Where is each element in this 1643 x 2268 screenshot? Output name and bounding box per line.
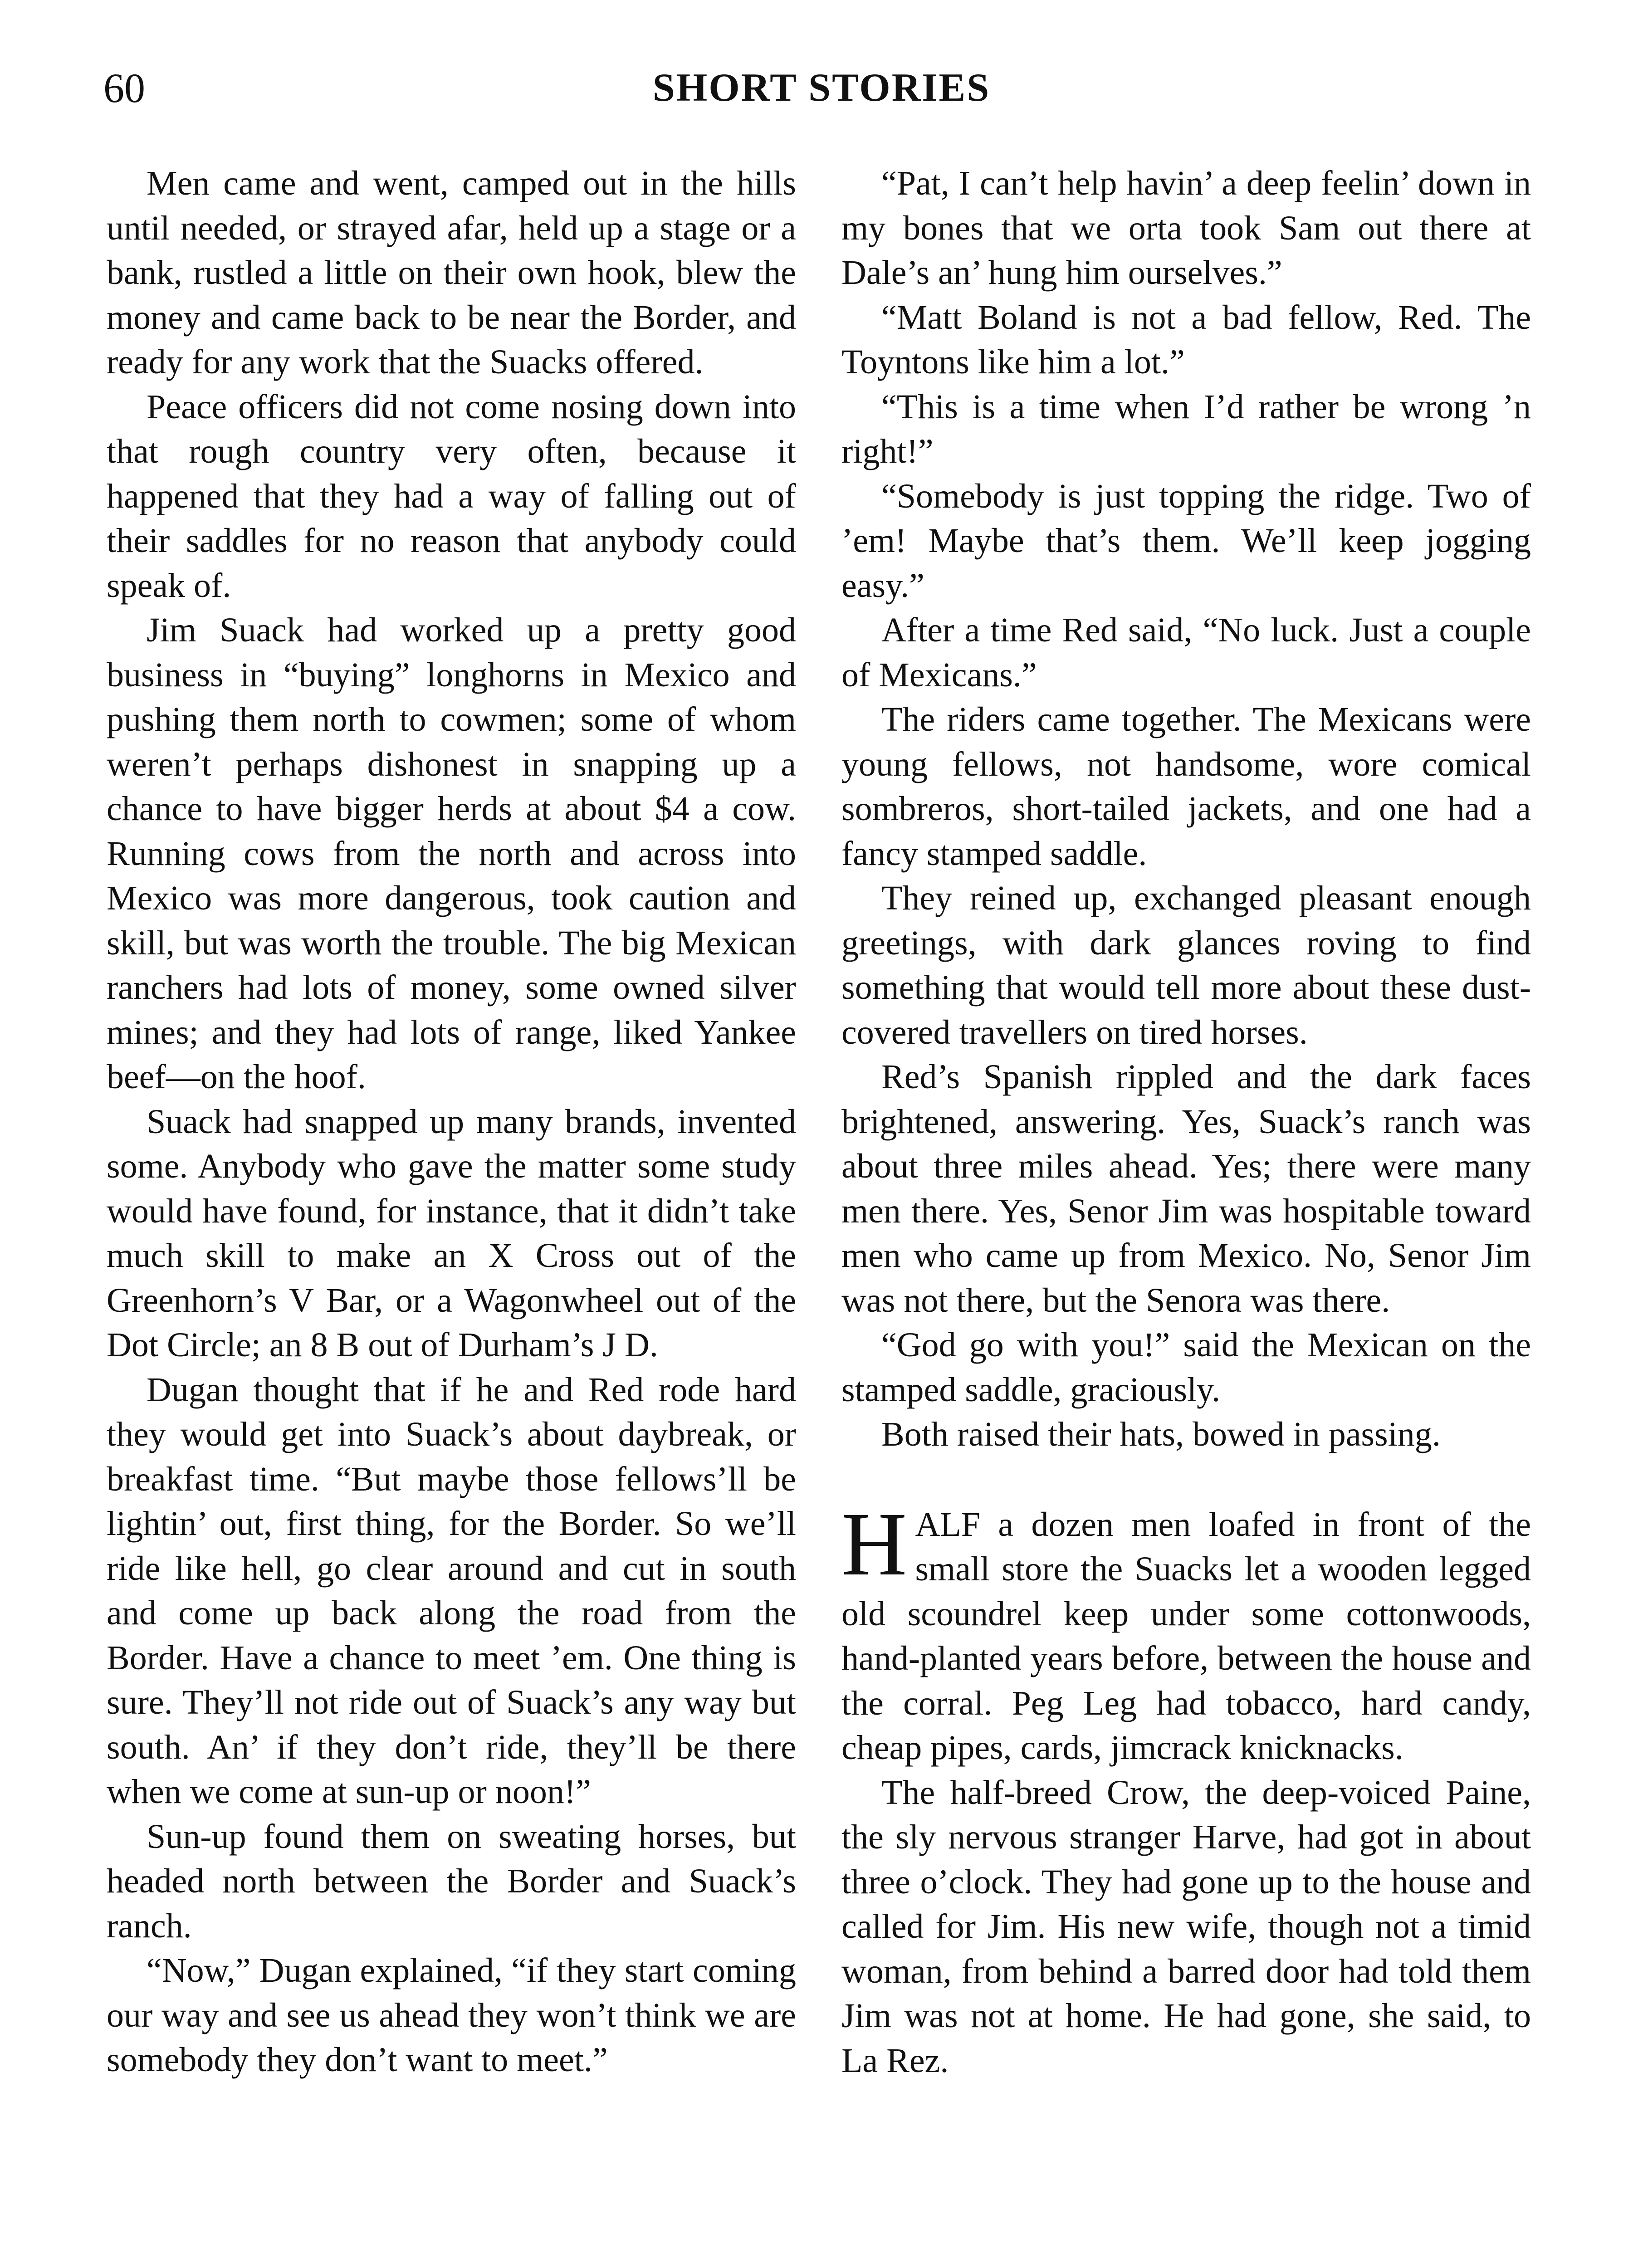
- paragraph: “Now,” Dugan explained, “if they start coming our way and see us ahead they won’t think we are somebody they don’t want to meet.”: [107, 1951, 796, 2079]
- paragraph: Red’s Spanish rippled and the dark faces brightened, answering. Yes, Suack’s ranch was about three miles ahead. Yes; there were many men there. Yes, Senor Jim was hospitable toward men who came up from Mexico. No, Senor Jim was not there, but the Senora was there.: [841, 1058, 1531, 1320]
- paragraph-text: a dozen men loafed in front of the small store the Suacks let a wooden legged old scoundrel keep under some cottonwoods, hand-planted years before, between the house and the corral. Peg Leg had tobacco, hard candy, cheap pipes, cards, jimcrack knicknacks.: [841, 1505, 1531, 1767]
- paragraph: “This is a time when I’d rather be wrong ’n right!”: [841, 387, 1531, 470]
- paragraph: The half-breed Crow, the deep-voiced Paine, the sly nervous stranger Harve, had got in about three o’clock. They had gone up to the house and called for Jim. His new wife, though not a timid woman, from behind a barred door had told them Jim was not at home. He had gone, she said, to La Rez.: [841, 1773, 1531, 2080]
- paragraph: Peace officers did not come nosing down into that rough country very often, because it happened that they had a way of falling out of their saddles for no reason that anybody could speak of.: [107, 387, 796, 605]
- right-column: [841, 161, 1531, 2083]
- running-head: SHORT STORIES: [652, 66, 991, 110]
- paragraph: The riders came together. The Mexicans were young fellows, not handsome, wore comical sombreros, short-tailed jackets, and one had a fancy stamped saddle.: [841, 700, 1531, 873]
- paragraph: “God go with you!” said the Mexican on the stamped saddle, graciously.: [841, 1326, 1531, 1409]
- section-opening-paragraph: [841, 1494, 1531, 1770]
- paragraph: They reined up, exchanged pleasant enough greetings, with dark glances roving to find something that would tell more about these dust-covered travellers on tired horses.: [841, 879, 1531, 1051]
- left-column: [107, 161, 796, 2082]
- paragraph: Sun-up found them on sweating horses, but headed north between the Border and Suack’s ranch.: [107, 1817, 796, 1945]
- paragraph: Suack had snapped up many brands, invented some. Anybody who gave the matter some study would have found, for instance, that it didn’t take much skill to make an X Cross out of the Greenhorn’s V Bar, or a Wagonwheel out of the Dot Circle; an 8 B out of Durham’s J D.: [107, 1102, 796, 1364]
- paragraph: After a time Red said, “No luck. Just a couple of Mexicans.”: [841, 611, 1531, 694]
- drop-cap: H: [841, 1494, 907, 1594]
- small-caps-lead: ALF: [915, 1505, 981, 1544]
- paragraph: Both raised their hats, bowed in passing.: [881, 1415, 1441, 1453]
- paragraph: “Pat, I can’t help havin’ a deep feelin’ down in my bones that we orta took Sam out there at Dale’s an’ hung him ourselves.”: [841, 164, 1531, 292]
- paragraph: Men came and went, camped out in the hills until needed, or strayed afar, held up a stage or a bank, rustled a little on their own hook, blew the money and came back to be near the Border, and ready for any work that the Suacks offered.: [107, 164, 796, 381]
- paragraph: Jim Suack had worked up a pretty good business in “buying” longhorns in Mexico and pushing them north to cowmen; some of whom weren’t perhaps dishonest in snapping up a chance to have bigger herds at about $4 a cow. Running cows from the north and across into Mexico was more dangerous, took caution and skill, but was worth the trouble. The big Mexican ranchers had lots of money, some owned silver mines; and they had lots of range, liked Yankee beef—on the hoof.: [107, 611, 796, 1096]
- paragraph: “Matt Boland is not a bad fellow, Red. The Toyntons like him a lot.”: [841, 298, 1531, 381]
- paragraph: “Somebody is just topping the ridge. Two of ’em! Maybe that’s them. We’ll keep jogging easy.”: [841, 477, 1531, 605]
- page-number: 60: [103, 65, 145, 111]
- paragraph: Dugan thought that if he and Red rode hard they would get into Suack’s about daybreak, or breakfast time. “But maybe those fellows’ll be lightin’ out, first thing, for the Border. So we’ll ride like hell, go clear around and cut in south and come up back along the road from the Border. Have a chance to meet ’em. One thing is sure. They’ll not ride out of Suack’s any way but south. An’ if they don’t ride, they’ll be there when we come at sun-up or noon!”: [107, 1370, 796, 1811]
